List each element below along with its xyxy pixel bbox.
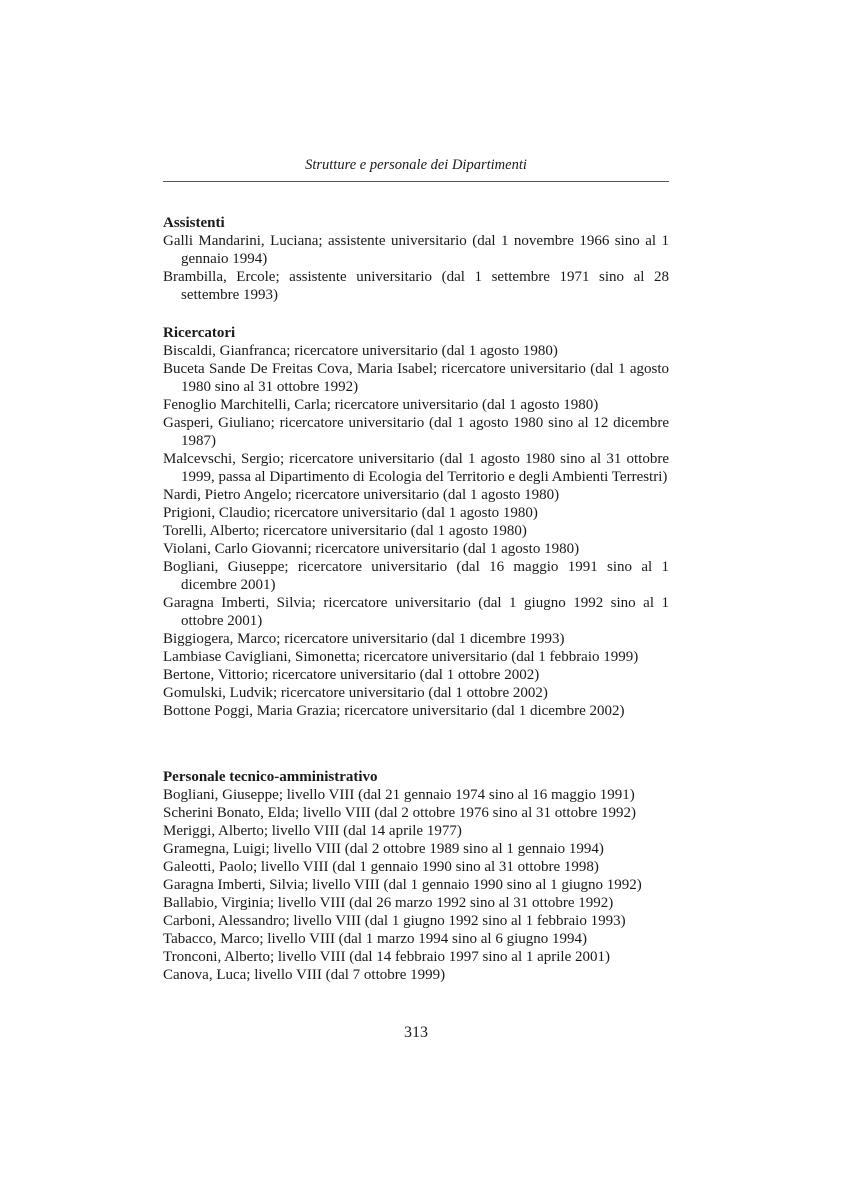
list-item: Bertone, Vittorio; ricercatore universitario (dal 1 ottobre 2002) xyxy=(163,667,540,683)
list-item: Tabacco, Marco; livello VIII (dal 1 marzo 1994 sino al 6 giugno 1994) xyxy=(163,931,587,947)
list-item: Bottone Poggi, Maria Grazia; ricercatore universitario (dal 1 dicembre 2002) xyxy=(163,703,625,719)
header-rule xyxy=(163,181,669,182)
list-item: Fenoglio Marchitelli, Carla; ricercatore universitario (dal 1 agosto 1980) xyxy=(163,397,599,413)
list-item: Gramegna, Luigi; livello VIII (dal 2 ottobre 1989 sino al 1 gennaio 1994) xyxy=(163,841,604,857)
list-item: Ballabio, Virginia; livello VIII (dal 26 marzo 1992 sino al 31 ottobre 1992) xyxy=(163,895,614,911)
list-item: Nardi, Pietro Angelo; ricercatore universitario (dal 1 agosto 1980) xyxy=(163,487,560,503)
list-item: Buceta Sande De Freitas Cova, Maria Isabel; ricercatore universitario (dal 1 agosto 1980 sino al 31 ottobre 1992) xyxy=(163,361,669,395)
list-item: Malcevschi, Sergio; ricercatore universitario (dal 1 agosto 1980 sino al 31 ottobre 1999, passa al Dipartimento di Ecologia del Territorio e degli Ambienti Terrestri) xyxy=(163,451,669,485)
list-item: Violani, Carlo Giovanni; ricercatore universitario (dal 1 agosto 1980) xyxy=(163,541,580,557)
list-item: Gomulski, Ludvik; ricercatore universitario (dal 1 ottobre 2002) xyxy=(163,685,548,701)
list-item: Scherini Bonato, Elda; livello VIII (dal 2 ottobre 1976 sino al 31 ottobre 1992) xyxy=(163,805,636,821)
section-title: Personale tecnico-amministrativo xyxy=(163,769,378,785)
list-item: Biggiogera, Marco; ricercatore universitario (dal 1 dicembre 1993) xyxy=(163,631,565,647)
section-personale-tecnico xyxy=(163,768,669,984)
list-item: Garagna Imberti, Silvia; ricercatore universitario (dal 1 giugno 1992 sino al 1 ottobre 2001) xyxy=(163,595,669,629)
section-ricercatori xyxy=(163,324,669,720)
list-item: Lambiase Cavigliani, Simonetta; ricercatore universitario (dal 1 febbraio 1999) xyxy=(163,649,639,665)
list-item: Torelli, Alberto; ricercatore universitario (dal 1 agosto 1980) xyxy=(163,523,527,539)
list-item: Carboni, Alessandro; livello VIII (dal 1 giugno 1992 sino al 1 febbraio 1993) xyxy=(163,913,626,929)
list-item: Galeotti, Paolo; livello VIII (dal 1 gennaio 1990 sino al 31 ottobre 1998) xyxy=(163,859,599,875)
list-item: Canova, Luca; livello VIII (dal 7 ottobre 1999) xyxy=(163,967,446,983)
list-item: Tronconi, Alberto; livello VIII (dal 14 febbraio 1997 sino al 1 aprile 2001) xyxy=(163,949,611,965)
section-title: Ricercatori xyxy=(163,325,236,341)
page-number: 313 xyxy=(404,1024,428,1041)
list-item: Meriggi, Alberto; livello VIII (dal 14 aprile 1977) xyxy=(163,823,462,839)
section-assistenti xyxy=(163,214,669,304)
list-item: Brambilla, Ercole; assistente universitario (dal 1 settembre 1971 sino al 28 settembre 1993) xyxy=(163,269,669,303)
list-item: Bogliani, Giuseppe; livello VIII (dal 21 gennaio 1974 sino al 16 maggio 1991) xyxy=(163,787,635,803)
section-title: Assistenti xyxy=(163,215,225,231)
running-title: Strutture e personale dei Dipartimenti xyxy=(305,157,527,173)
list-item: Gasperi, Giuliano; ricercatore universitario (dal 1 agosto 1980 sino al 12 dicembre 1987) xyxy=(163,415,669,449)
list-item: Biscaldi, Gianfranca; ricercatore universitario (dal 1 agosto 1980) xyxy=(163,343,558,359)
list-item: Prigioni, Claudio; ricercatore universitario (dal 1 agosto 1980) xyxy=(163,505,538,521)
list-item: Galli Mandarini, Luciana; assistente universitario (dal 1 novembre 1966 sino al 1 gennaio 1994) xyxy=(163,233,669,267)
list-item: Garagna Imberti, Silvia; livello VIII (dal 1 gennaio 1990 sino al 1 giugno 1992) xyxy=(163,877,642,893)
list-item: Bogliani, Giuseppe; ricercatore universitario (dal 16 maggio 1991 sino al 1 dicembre 2001) xyxy=(163,559,669,593)
